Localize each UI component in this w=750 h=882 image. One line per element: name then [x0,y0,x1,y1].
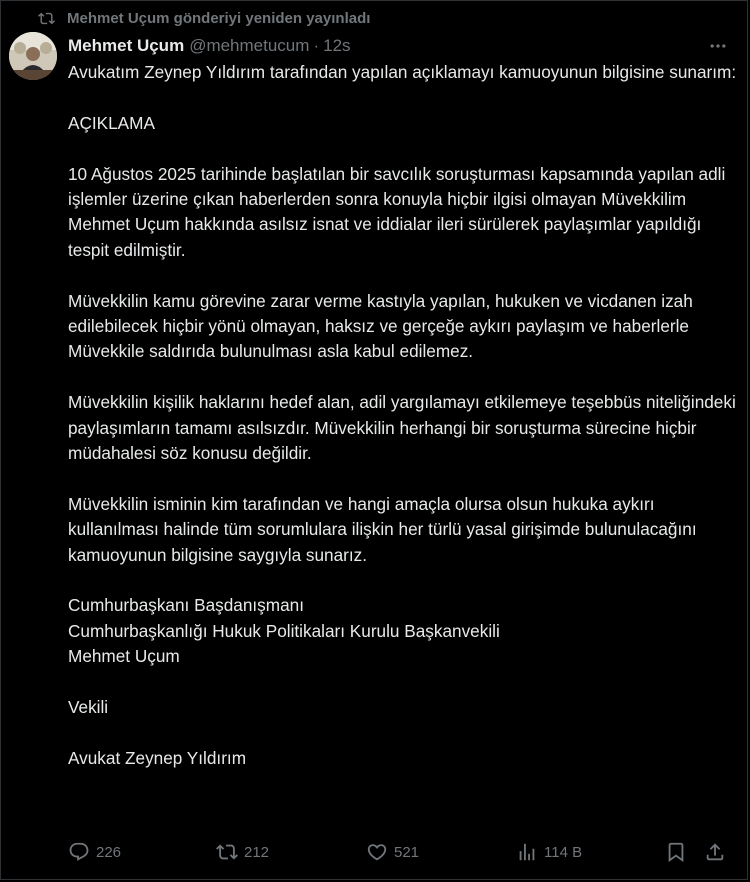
repost-icon [216,841,238,863]
views-chart-icon [516,841,538,863]
more-options-button[interactable] [706,35,730,57]
repost-count: 212 [244,843,270,861]
reply-button[interactable] [68,838,121,866]
signature-line: Mehmet Uçum [68,646,180,667]
repost-button[interactable] [216,838,269,866]
separator-dot: · [313,36,320,55]
share-icon [704,841,726,863]
post-paragraph: Müvekkilin kişilik haklarını hedef alan, adil yargılamayı etkilemeye teşebbüs niteliğindeki paylaşımların tamamı asılsızdır. Müvekkilin herhangi bir soruşturma sürecine hiçbir müdahalesi söz konusu değildir. [68,392,736,464]
reply-count: 226 [96,843,122,861]
share-button[interactable] [704,838,732,866]
lawyer-line: Avukat Zeynep Yıldırım [68,747,247,768]
post-paragraph: Müvekkilin kamu görevine zarar verme kastıyla yapılan, hukuken ve vicdanen izah edilebilecek hiçbir yönü olmayan, haksız ve gerçeğe aykırı paylaşım ve haberlerle Müvekkile saldırıda bulunulması asla kabul edilemez. [68,290,693,362]
bookmark-button[interactable] [665,838,693,866]
avatar[interactable] [9,32,57,80]
signature-line: Cumhurbaşkanı Başdanışmanı [68,595,304,616]
action-bar [68,838,730,866]
avatar-photo-icon [9,32,57,80]
more-icon [708,36,728,56]
repost-text: Mehmet Uçum gönderiyi yeniden yayınladı [67,9,371,27]
post-header [68,35,730,57]
post-text [68,60,740,771]
post-time[interactable]: 12s [323,36,351,55]
author-handle[interactable]: @mehmetucum [189,36,310,55]
signature-line: Cumhurbaşkanlığı Hukuk Politikaları Kurulu Başkanvekili [68,620,500,641]
views-button[interactable] [516,838,582,866]
post-paragraph: AÇIKLAMA [68,112,155,133]
repost-context[interactable] [38,8,370,28]
reply-icon [68,841,90,863]
like-count: 521 [394,843,420,861]
views-count: 114 B [544,843,583,861]
post-paragraph: Müvekkilin isminin kim tarafından ve hangi amaçla olursa olsun hukuka aykırı kullanılması halinde tüm sorumlulara ilişkin her türlü yasal girişimde bulunulacağını kamuoyunun bilgisine saygıyla sunarız. [68,493,697,565]
repost-icon [38,10,55,27]
heart-icon [366,841,388,863]
like-button[interactable] [366,838,419,866]
post-paragraph: 10 Ağustos 2025 tarihinde başlatılan bir savcılık soruşturması kapsamında yapılan adli işlemler üzerine çıkan haberlerden sonra konuyla hiçbir ilgisi olmayan Müvekkilim Mehmet Uçum hakkında asılsız isnat ve iddialar ileri sürülerek paylaşımlar yapıldığı tespit edilmiştir. [68,163,726,260]
bookmark-icon [665,841,687,863]
author-name[interactable]: Mehmet Uçum [68,36,185,55]
vekili-line: Vekili [68,697,109,718]
post-paragraph: Avukatım Zeynep Yıldırım tarafından yapılan açıklamayı kamuoyunun bilgisine sunarım: [68,62,737,82]
